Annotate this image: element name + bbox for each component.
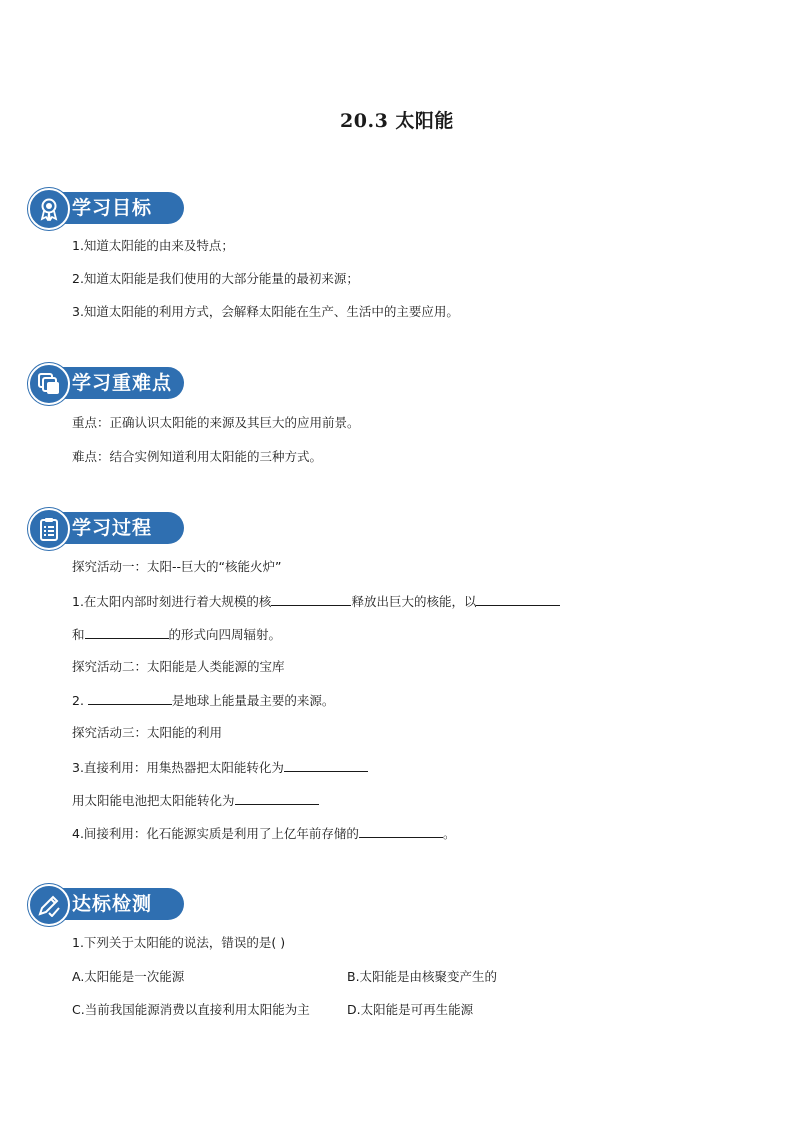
answer-blank[interactable] (88, 692, 172, 705)
section-banner-goals (28, 188, 184, 228)
question-2 (72, 692, 334, 709)
section-heading-goals: 学习目标 (72, 197, 153, 219)
question-3-line-2 (72, 792, 319, 809)
section-banner-process (28, 508, 184, 548)
answer-blank[interactable] (271, 593, 351, 606)
question-3-text-a: 3.直接利用：用集热器把太阳能转化为 (72, 760, 284, 775)
question-1-text-a: 1.在太阳内部时刻进行着大规模的核 (72, 594, 272, 609)
question-3-line-1 (72, 759, 368, 776)
question-4-text-a: 4.间接利用：化石能源实质是利用了上亿年前存储的 (72, 826, 359, 841)
option-a[interactable]: A.太阳能是一次能源 (72, 969, 185, 984)
question-2-text-b: 是地球上能量最主要的来源。 (171, 693, 335, 708)
goal-item-3: 3.知道太阳能的利用方式，会解释太阳能在生产、生活中的主要应用。 (72, 304, 459, 319)
section-banner-key-points (28, 363, 184, 403)
question-4-text-b: 。 (442, 826, 456, 841)
pencil-check-icon (37, 893, 61, 917)
activity-1-heading: 探究活动一：太阳--巨大的“核能火炉” (72, 559, 282, 574)
answer-blank[interactable] (476, 593, 560, 606)
answer-blank[interactable] (85, 626, 169, 639)
award-ribbon-icon (37, 197, 61, 221)
question-1-line-1 (72, 593, 560, 610)
answer-blank[interactable] (359, 825, 443, 838)
answer-blank[interactable] (284, 759, 368, 772)
option-d[interactable]: D.太阳能是可再生能源 (347, 1002, 474, 1017)
check-question-1: 1.下列关于太阳能的说法，错误的是( ) (72, 935, 286, 950)
key-point-item-2: 难点：结合实例知道利用太阳能的三种方式。 (72, 449, 323, 464)
page-title: 20.3 太阳能 (340, 110, 454, 132)
activity-3-heading: 探究活动三：太阳能的利用 (72, 725, 223, 740)
question-1-text-c: 和 (72, 627, 85, 642)
goal-item-1: 1.知道太阳能的由来及特点； (72, 238, 234, 253)
option-c[interactable]: C.当前我国能源消费以直接利用太阳能为主 (72, 1002, 310, 1017)
question-4 (72, 825, 455, 842)
activity-2-heading: 探究活动二：太阳能是人类能源的宝库 (72, 659, 285, 674)
question-3-text-b: 用太阳能电池把太阳能转化为 (72, 793, 235, 808)
key-point-item-1: 重点：正确认识太阳能的来源及其巨大的应用前景。 (72, 415, 360, 430)
question-1-text-b: 释放出巨大的核能，以 (351, 594, 477, 609)
section-heading-process: 学习过程 (72, 517, 153, 539)
section-banner-check (28, 884, 184, 924)
question-1-text-d: 的形式向四周辐射。 (168, 627, 282, 642)
question-1-line-2 (72, 626, 281, 643)
stacked-pages-icon (37, 372, 61, 396)
option-b[interactable]: B.太阳能是由核聚变产生的 (347, 969, 498, 984)
clipboard-checklist-icon (37, 517, 61, 541)
answer-blank[interactable] (235, 792, 319, 805)
goal-item-2: 2.知道太阳能是我们使用的大部分能量的最初来源； (72, 271, 359, 286)
section-heading-key-points: 学习重难点 (72, 372, 173, 394)
question-2-text-a: 2. (72, 693, 88, 708)
section-heading-check: 达标检测 (72, 893, 153, 915)
